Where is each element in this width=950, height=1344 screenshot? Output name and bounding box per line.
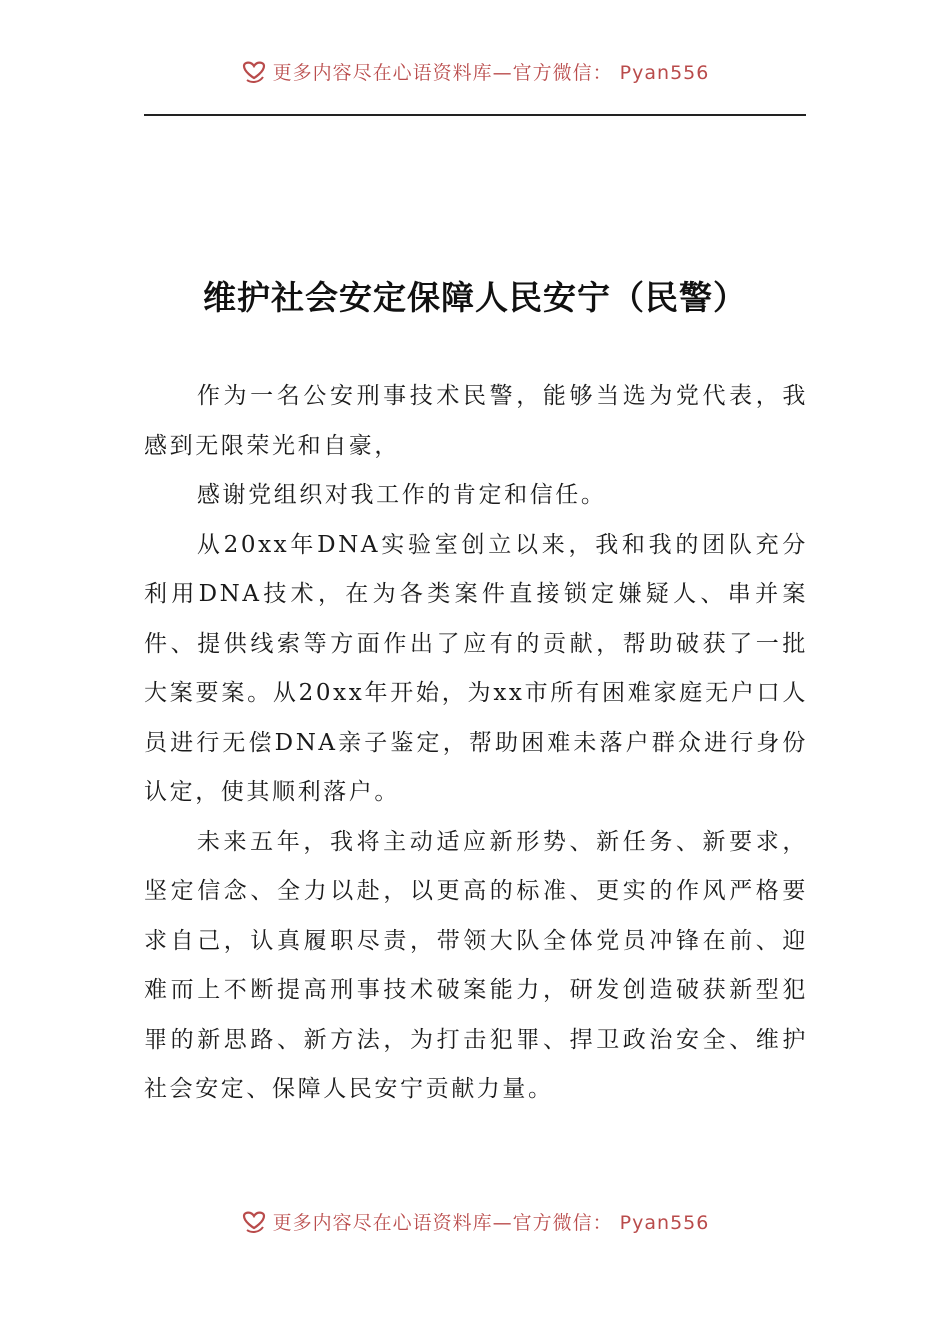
footer-watermark — [0, 1208, 950, 1239]
document-body — [144, 372, 808, 1115]
document-title: 维护社会安定保障人民安宁（民警） — [203, 278, 747, 317]
paragraph-3: 从20xx年DNA实验室创立以来，我和我的团队充分利用DNA技术，在为各类案件直接锁定嫌疑人、串并案件、提供线索等方面作出了应有的贡献，帮助破获了一批大案要案。从20xx年开始，为xx市所有困难家庭无户口人员进行无偿DNA亲子鉴定，帮助困难未落户群众进行身份认定，使其顺利落户。 — [144, 531, 808, 805]
header-watermark — [0, 58, 950, 89]
header-watermark-text: 更多内容尽在心语资料库—官方微信： Pyan556 — [272, 62, 710, 84]
paragraph-1: 作为一名公安刑事技术民警，能够当选为党代表，我感到无限荣光和自豪， — [144, 383, 808, 459]
brand-logo-icon — [241, 1210, 267, 1239]
footer-watermark-text: 更多内容尽在心语资料库—官方微信： Pyan556 — [272, 1212, 710, 1234]
paragraph-4: 未来五年，我将主动适应新形势、新任务、新要求，坚定信念、全力以赴，以更高的标准、更实的作风严格要求自己，认真履职尽责，带领大队全体党员冲锋在前、迎难而上不断提高刑事技术破案能力，研发创造破获新型犯罪的新思路、新方法，为打击犯罪、捍卫政治安全、维护社会安定、保障人民安宁贡献力量。 — [144, 828, 808, 1102]
paragraph-2: 感谢党组织对我工作的肯定和信任。 — [196, 482, 607, 508]
brand-logo-icon — [241, 60, 267, 89]
header-divider — [144, 114, 806, 116]
